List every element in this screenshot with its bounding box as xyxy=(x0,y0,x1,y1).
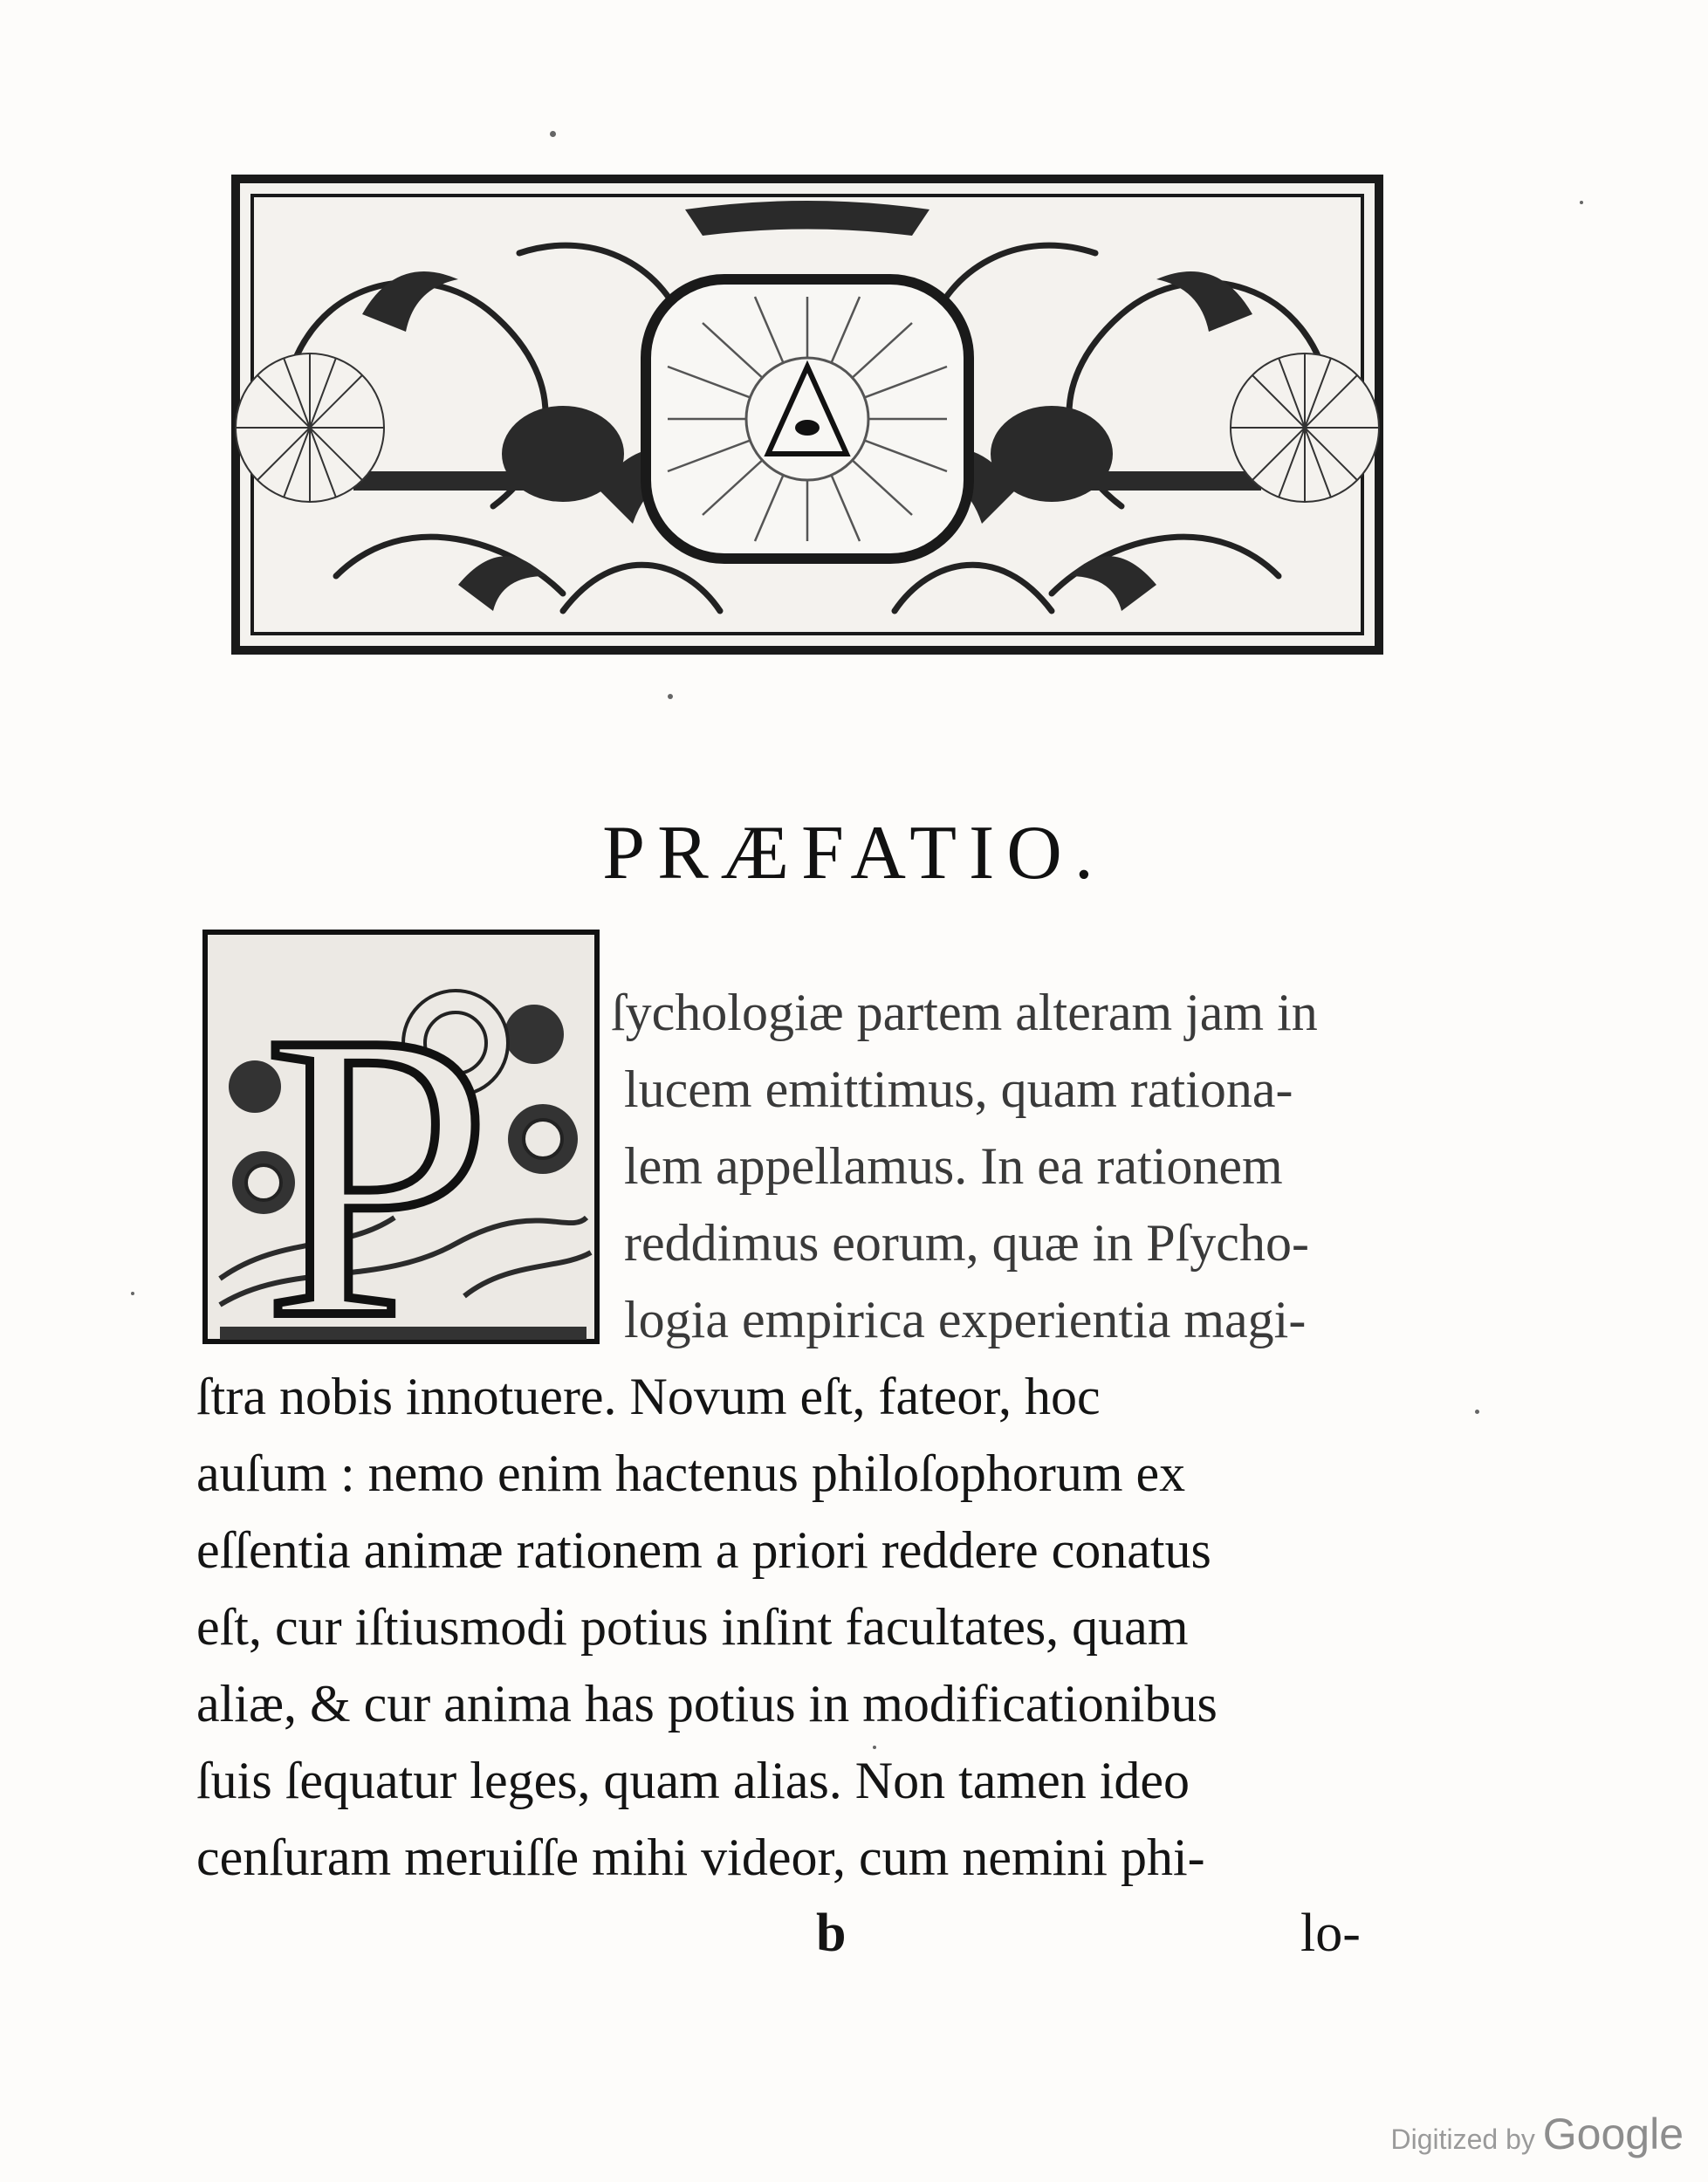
paper-speck xyxy=(1580,201,1583,204)
initial-glyph: P xyxy=(264,948,492,1344)
text-line: aliæ, & cur anima has potius in modificationibus xyxy=(196,1675,1218,1733)
google-logo-text: Google xyxy=(1542,2110,1684,2158)
text-line: ſtra nobis innotuere. Novum eſt, fateor, hoc xyxy=(196,1368,1101,1425)
paper-speck xyxy=(1475,1410,1479,1414)
digitized-watermark xyxy=(1390,2109,1684,2159)
text-line: eſt, cur iſtiusmodi potius inſint facultates, quam xyxy=(196,1598,1189,1656)
catchword: lo- xyxy=(1300,1904,1361,1963)
paper-speck xyxy=(131,1292,134,1295)
text-line: reddimus eorum, quæ in Pſycho- xyxy=(624,1214,1309,1272)
text-line: ſuis ſequatur leges, quam alias. Non tamen ideo xyxy=(196,1752,1190,1809)
paper-speck xyxy=(550,131,556,137)
decorated-initial xyxy=(202,930,600,1344)
signature-mark: b xyxy=(816,1904,847,1963)
text-line: cenſuram meruiſſe mihi videor, cum nemini phi- xyxy=(196,1829,1205,1886)
watermark-prefix: Digitized by xyxy=(1390,2124,1535,2155)
text-line: auſum : nemo enim hactenus philoſophorum ex xyxy=(196,1444,1186,1502)
page-title: PRÆFATIO. xyxy=(602,810,1106,895)
headpiece-ornament xyxy=(231,175,1383,655)
paper-speck xyxy=(668,694,673,699)
text-line: lem appellamus. In ea rationem xyxy=(624,1137,1283,1195)
paper-speck xyxy=(873,1746,876,1749)
text-line: lucem emittimus, quam rationa- xyxy=(624,1060,1293,1118)
text-line: eſſentia animæ rationem a priori reddere conatus xyxy=(196,1521,1211,1579)
text-line: ſychologiæ partem alteram jam in xyxy=(611,984,1318,1041)
text-line: logia empirica experientia magi- xyxy=(624,1291,1307,1348)
